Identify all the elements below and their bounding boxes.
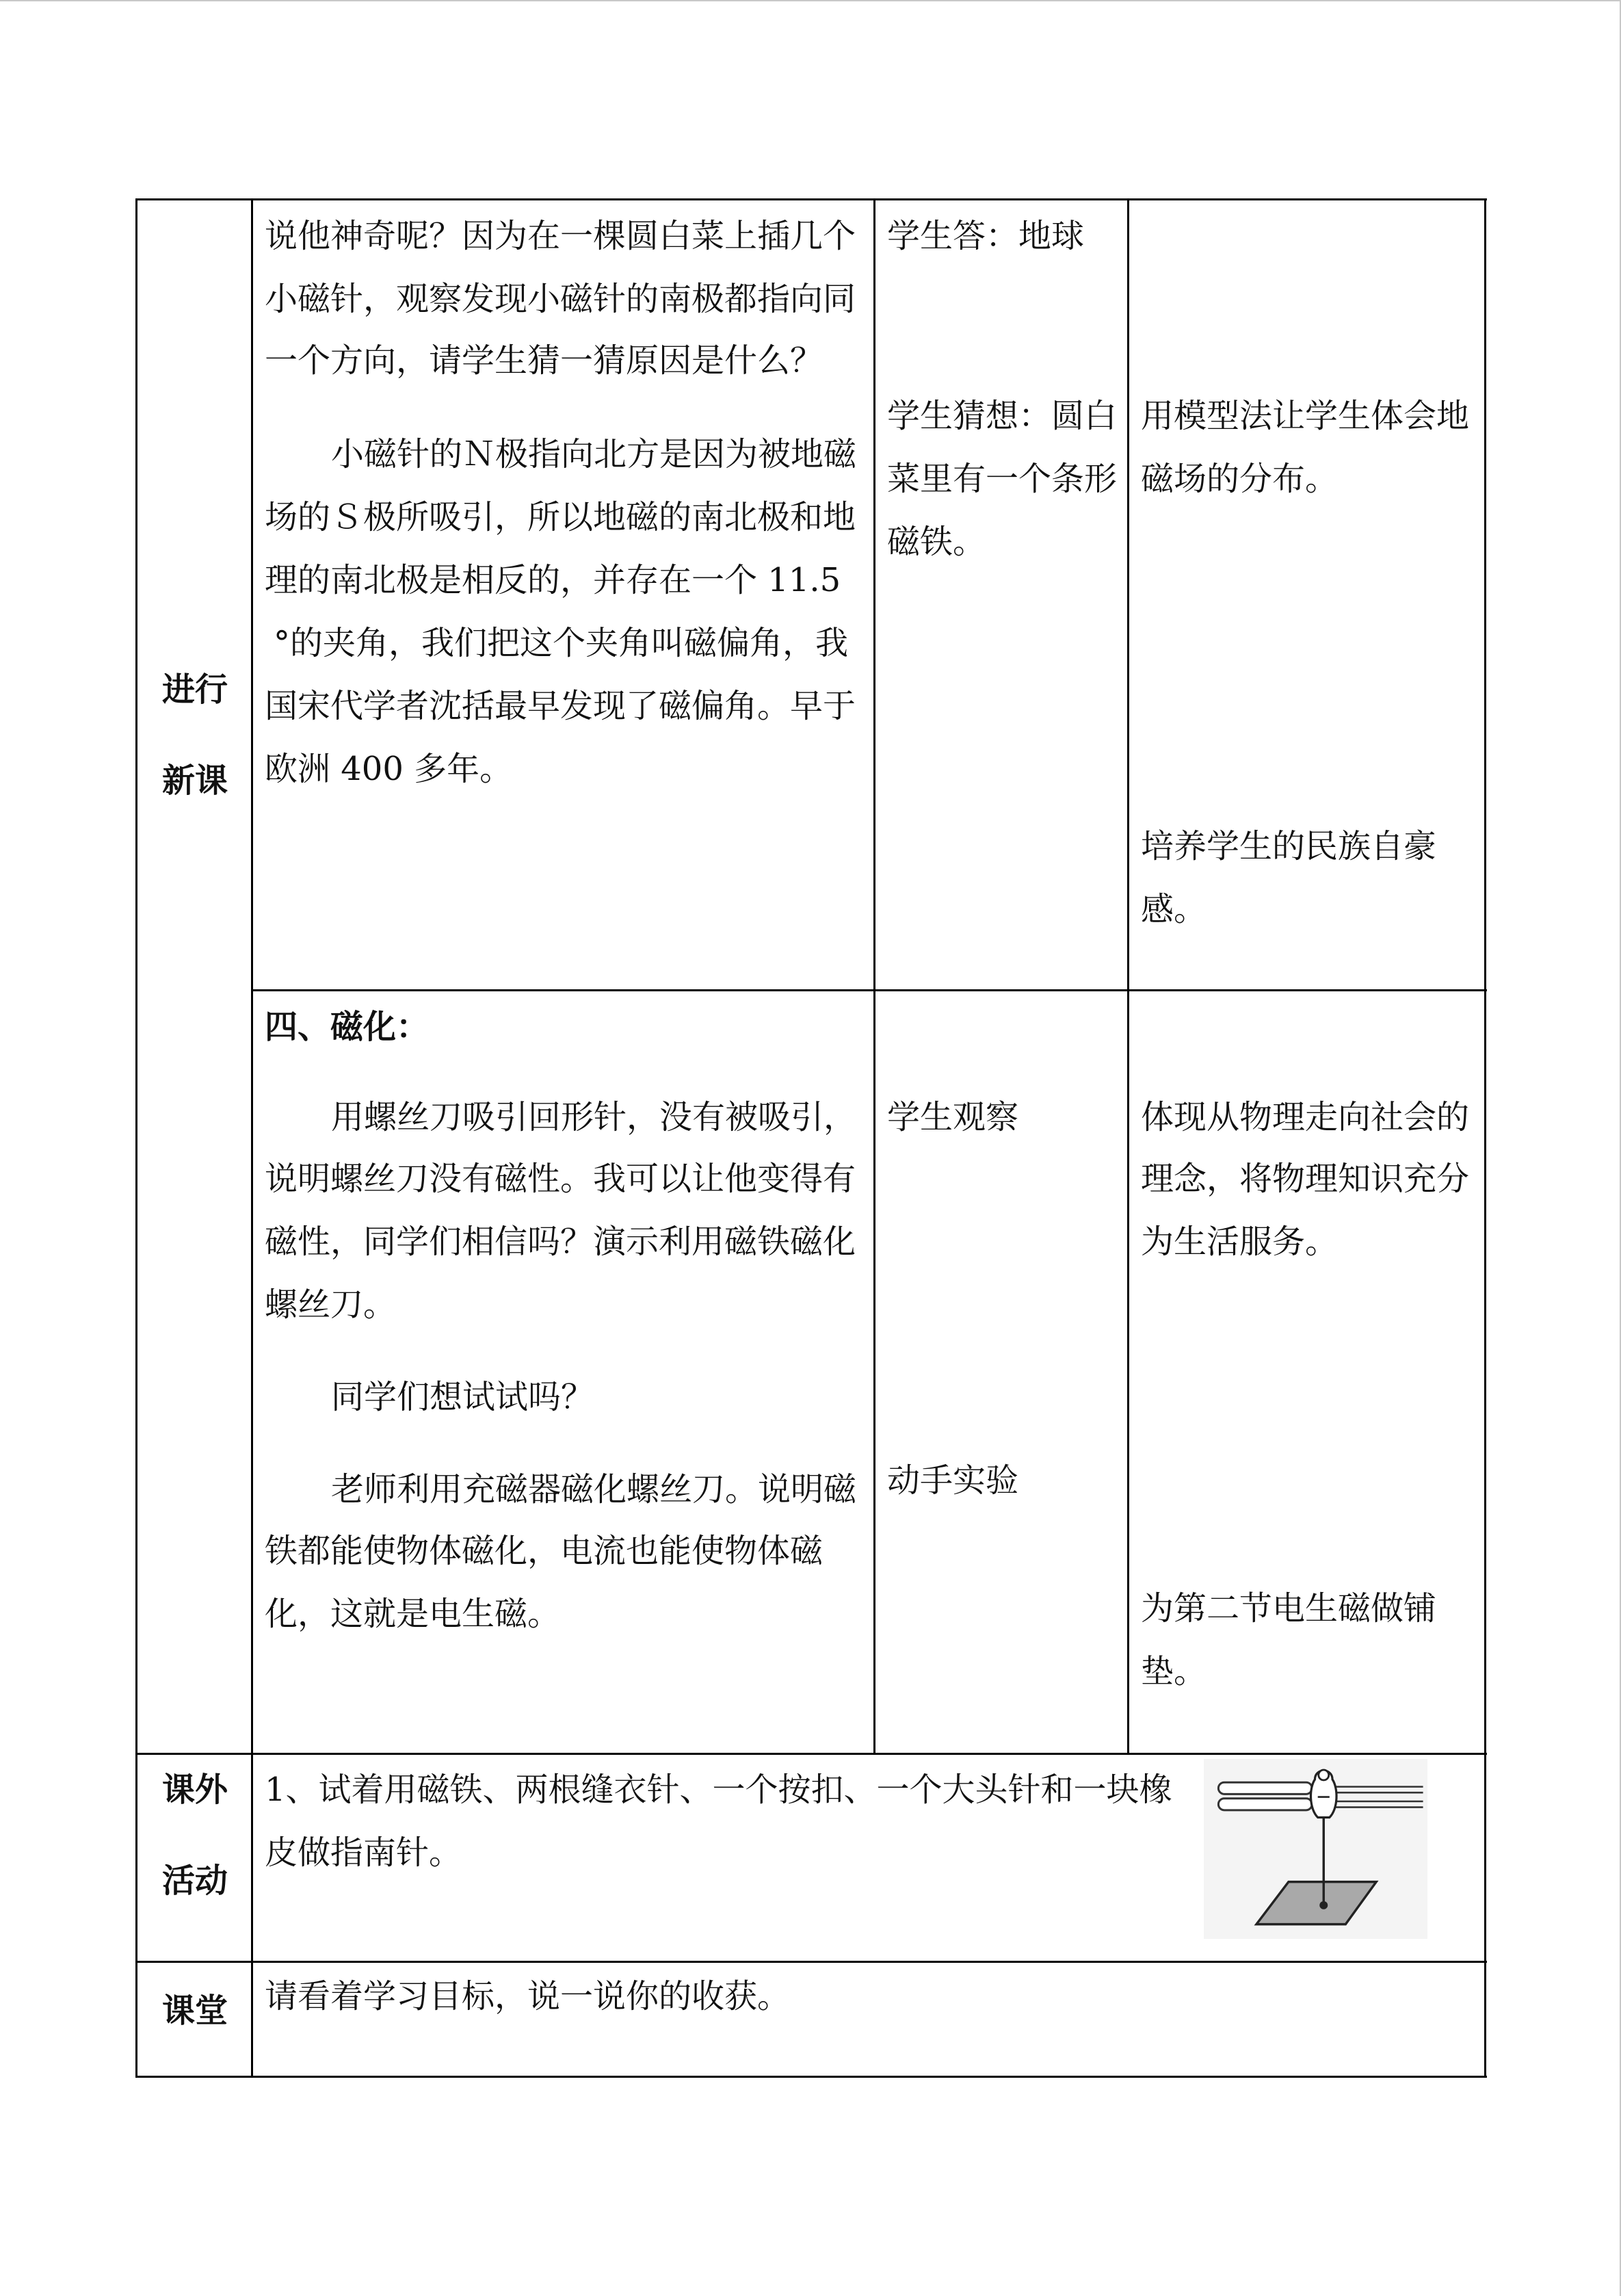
section-label-extracurricular-line2: 活动 <box>161 1862 228 1900</box>
teacher-activity-line: °的夹角，我们把这个夹角叫磁偏角，我 <box>274 624 849 662</box>
design-intent-line: 磁场的分布。 <box>1141 460 1339 498</box>
student-activity-line: 菜里有一个条形 <box>887 460 1118 498</box>
needle-compass-illustration <box>1204 1759 1427 1939</box>
teacher-activity-line: 小磁针，观察发现小磁针的南极都指向同 <box>265 280 856 318</box>
design-intent-line: 垫。 <box>1141 1652 1207 1691</box>
teacher-activity-line: 铁都能使物体磁化，电流也能使物体磁 <box>265 1532 823 1570</box>
design-intent-line: 感。 <box>1141 890 1207 928</box>
student-activity-line: 磁铁。 <box>887 523 986 561</box>
teacher-activity-line: 欧洲 400 多年。 <box>265 750 513 788</box>
section-label-new-lesson-line2: 新课 <box>161 761 228 800</box>
student-activity-line: 学生答：地球 <box>887 217 1085 255</box>
design-intent-line: 用模型法让学生体会地 <box>1141 397 1470 435</box>
table-border-line <box>136 198 1487 200</box>
table-border-line <box>873 198 875 1755</box>
teacher-activity-line: 理的南北极是相反的，并存在一个 11.5 <box>265 561 841 599</box>
teacher-activity-line: 螺丝刀。 <box>265 1286 397 1324</box>
table-border-line <box>1484 198 1486 2078</box>
teacher-activity-line: 小磁针的Ｎ极指向北方是因为被地磁 <box>331 435 857 473</box>
section-heading-magnetization: 四、磁化： <box>265 1008 430 1046</box>
section-label-new-lesson-line1: 进行 <box>161 670 228 709</box>
design-intent-line: 培养学生的民族自豪 <box>1141 827 1437 865</box>
teacher-activity-line: 一个方向，请学生猜一猜原因是什么？ <box>265 341 823 380</box>
extracurricular-task-line: 1、试着用磁铁、两根缝衣针、一个按扣、一个大头针和一块橡 <box>265 1771 1172 1809</box>
table-border-line <box>1127 198 1129 1755</box>
student-activity-line: 学生观察 <box>887 1098 1019 1136</box>
design-intent-line: 理念，将物理知识充分 <box>1141 1160 1470 1198</box>
classroom-summary-text: 请看着学习目标，说一说你的收获。 <box>265 1977 791 2015</box>
design-intent-line: 体现从物理走向社会的 <box>1141 1098 1470 1136</box>
table-border-line <box>136 1753 1487 1755</box>
table-border-line <box>136 2076 1487 2078</box>
teacher-activity-line: 国宋代学者沈括最早发现了磁偏角。早于 <box>265 687 856 725</box>
extracurricular-task-line: 皮做指南针。 <box>265 1834 462 1872</box>
teacher-activity-line: 场的Ｓ极所吸引，所以地磁的南北极和地 <box>265 498 856 536</box>
teacher-activity-line: 化，这就是电生磁。 <box>265 1595 561 1633</box>
section-label-classroom: 课堂 <box>161 1992 228 2030</box>
design-intent-line: 为第二节电生磁做铺 <box>1141 1589 1437 1628</box>
table-border-line <box>252 989 1487 991</box>
teacher-activity-line: 磁性，同学们相信吗？演示利用磁铁磁化 <box>265 1223 856 1261</box>
design-intent-line: 为生活服务。 <box>1141 1223 1339 1261</box>
student-activity-line: 学生猜想：圆白 <box>887 397 1118 435</box>
section-label-extracurricular-line1: 课外 <box>161 1771 228 1809</box>
teacher-activity-line: 说他神奇呢？因为在一棵圆白菜上插几个 <box>265 217 856 255</box>
teacher-activity-line: 说明螺丝刀没有磁性。我可以让他变得有 <box>265 1160 856 1198</box>
teacher-activity-line: 同学们想试试吗？ <box>331 1378 594 1416</box>
teacher-activity-line: 老师利用充磁器磁化螺丝刀。说明磁 <box>331 1470 857 1509</box>
table-border-line <box>135 198 137 2078</box>
teacher-activity-line: 用螺丝刀吸引回形针，没有被吸引， <box>331 1098 857 1136</box>
table-border-line <box>136 1961 1487 1963</box>
student-activity-line: 动手实验 <box>887 1461 1019 1500</box>
